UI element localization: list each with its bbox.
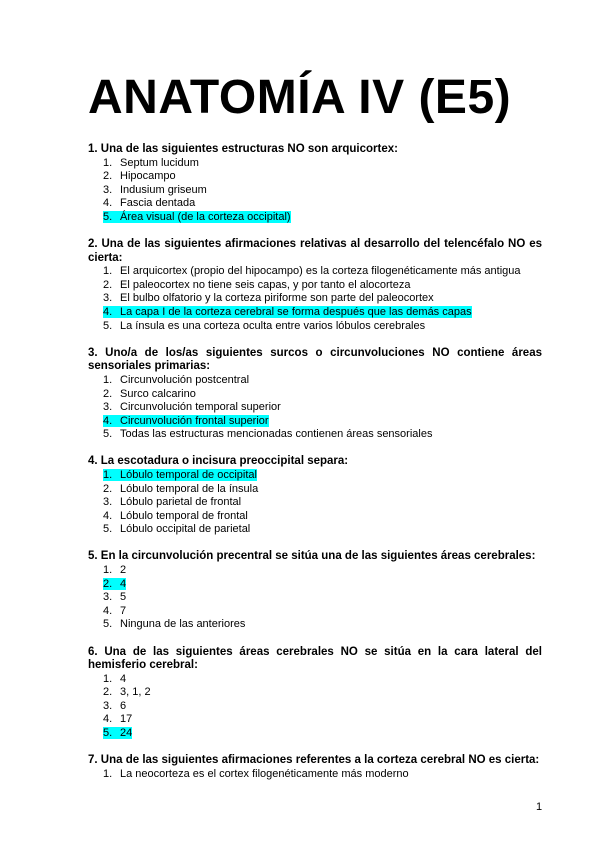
option-text: Hipocampo bbox=[120, 170, 176, 183]
option-item bbox=[88, 401, 542, 415]
option-item bbox=[88, 727, 542, 741]
question-5 bbox=[88, 550, 542, 632]
option-list bbox=[88, 157, 542, 225]
option-text: Circunvolución postcentral bbox=[120, 373, 250, 386]
option-number: 2. bbox=[103, 170, 113, 183]
option-number: 1. bbox=[103, 265, 113, 278]
option-text: Ninguna de las anteriores bbox=[120, 618, 246, 631]
option-content bbox=[103, 673, 126, 685]
option-text: La neocorteza es el cortex filogenéticamente más moderno bbox=[120, 767, 409, 780]
option-content bbox=[103, 523, 250, 535]
option-text: Circunvolución temporal superior bbox=[120, 401, 281, 414]
option-number: 4. bbox=[103, 306, 113, 319]
option-text: El bulbo olfatorio y la corteza piriforme son parte del paleocortex bbox=[120, 292, 434, 305]
option-content bbox=[103, 184, 207, 196]
page-number: 1 bbox=[536, 801, 543, 813]
option-text: Indusium griseum bbox=[120, 183, 207, 196]
option-item bbox=[88, 510, 542, 524]
option-text: Área visual (de la corteza occipital) bbox=[120, 210, 291, 223]
highlighted-answer bbox=[103, 415, 269, 427]
option-content bbox=[103, 713, 132, 725]
option-content bbox=[103, 265, 521, 277]
question-text: 7. Una de las siguientes afirmaciones referentes a la corteza cerebral NO es cierta: bbox=[88, 754, 540, 767]
option-content bbox=[103, 401, 281, 413]
option-text: 6 bbox=[120, 699, 127, 712]
option-number: 5. bbox=[103, 727, 113, 740]
option-item bbox=[88, 605, 542, 619]
option-text: Surco calcarino bbox=[120, 387, 196, 400]
option-content bbox=[103, 170, 176, 182]
option-text: La capa I de la corteza cerebral se forma después que las demás capas bbox=[120, 306, 472, 319]
option-item bbox=[88, 523, 542, 537]
option-number: 2. bbox=[103, 686, 113, 699]
option-number: 2. bbox=[103, 577, 113, 590]
option-number: 1. bbox=[103, 767, 113, 780]
question-3 bbox=[88, 347, 542, 442]
option-number: 2. bbox=[103, 278, 113, 291]
option-content bbox=[103, 768, 409, 780]
option-content bbox=[103, 510, 248, 522]
option-text: 4 bbox=[120, 672, 127, 685]
option-number: 3. bbox=[103, 591, 113, 604]
option-item bbox=[88, 388, 542, 402]
option-number: 3. bbox=[103, 401, 113, 414]
option-item bbox=[88, 374, 542, 388]
option-number: 2. bbox=[103, 482, 113, 495]
question-text: 1. Una de las siguientes estructuras NO son arquicortex: bbox=[88, 143, 398, 155]
option-item bbox=[88, 768, 542, 782]
option-number: 4. bbox=[103, 414, 113, 427]
question-text: 4. La escotadura o incisura preoccipital separa: bbox=[88, 455, 349, 468]
option-content bbox=[103, 483, 258, 495]
option-item bbox=[88, 415, 542, 429]
option-content bbox=[103, 618, 245, 630]
option-number: 3. bbox=[103, 183, 113, 196]
question-1 bbox=[88, 143, 542, 225]
option-content bbox=[103, 686, 151, 698]
option-item bbox=[88, 713, 542, 727]
option-number: 4. bbox=[103, 197, 113, 210]
option-content bbox=[103, 320, 425, 332]
question-2 bbox=[88, 238, 542, 333]
option-number: 4. bbox=[103, 713, 113, 726]
option-item bbox=[88, 591, 542, 605]
option-number: 2. bbox=[103, 387, 113, 400]
option-text: Lóbulo occipital de parietal bbox=[120, 523, 251, 536]
option-content bbox=[103, 292, 434, 304]
option-item bbox=[88, 428, 542, 442]
question-text: 5. En la circunvolución precentral se sitúa una de las siguientes áreas cerebrales: bbox=[88, 550, 536, 563]
option-content bbox=[103, 388, 196, 400]
option-text: El paleocortex no tiene seis capas, y por tanto el alocorteza bbox=[120, 278, 411, 291]
option-number: 4. bbox=[103, 604, 113, 617]
question-text: 2. Una de las siguientes afirmaciones relativas al desarrollo del telencéfalo NO es cierta: bbox=[88, 238, 542, 264]
option-item bbox=[88, 211, 542, 225]
option-number: 3. bbox=[103, 292, 113, 305]
question-list bbox=[88, 143, 542, 795]
option-text: Lóbulo temporal de frontal bbox=[120, 509, 248, 522]
option-text: Lóbulo temporal de occipital bbox=[120, 468, 257, 481]
option-number: 5. bbox=[103, 210, 113, 223]
option-item bbox=[88, 157, 542, 171]
option-list bbox=[88, 673, 542, 741]
option-text: 3, 1, 2 bbox=[120, 686, 151, 699]
option-number: 3. bbox=[103, 496, 113, 509]
option-item bbox=[88, 564, 542, 578]
option-text: Septum lucidum bbox=[120, 156, 199, 169]
highlighted-answer bbox=[103, 727, 132, 739]
option-number: 1. bbox=[103, 373, 113, 386]
option-list bbox=[88, 469, 542, 537]
option-text: Todas las estructuras mencionadas contienen áreas sensoriales bbox=[120, 428, 433, 441]
option-item bbox=[88, 265, 542, 279]
option-text: 2 bbox=[120, 564, 127, 577]
question-text: 3. Uno/a de los/as siguientes surcos o circunvoluciones NO contiene áreas sensoriales primarias: bbox=[88, 346, 542, 373]
option-number: 5. bbox=[103, 523, 113, 536]
option-text: Lóbulo temporal de la ínsula bbox=[120, 482, 259, 495]
option-number: 1. bbox=[103, 156, 113, 169]
option-item bbox=[88, 700, 542, 714]
option-item bbox=[88, 496, 542, 510]
option-list bbox=[88, 564, 542, 632]
option-text: El arquicortex (propio del hipocampo) es la corteza filogenéticamente más antigua bbox=[120, 265, 521, 278]
question-6 bbox=[88, 646, 542, 741]
option-item bbox=[88, 483, 542, 497]
option-content bbox=[103, 591, 126, 603]
highlighted-answer bbox=[103, 469, 257, 481]
option-number: 1. bbox=[103, 468, 113, 481]
option-content bbox=[103, 496, 241, 508]
option-number: 5. bbox=[103, 319, 113, 332]
option-text: 24 bbox=[120, 727, 133, 740]
option-item bbox=[88, 320, 542, 334]
option-list bbox=[88, 265, 542, 333]
option-item bbox=[88, 469, 542, 483]
option-content bbox=[103, 197, 195, 209]
option-number: 4. bbox=[103, 509, 113, 522]
option-item bbox=[88, 170, 542, 184]
option-content bbox=[103, 374, 249, 386]
question-text: 6. Una de las siguientes áreas cerebrales NO se sitúa en la cara lateral del hemisferio cerebral: bbox=[88, 645, 542, 672]
question-4 bbox=[88, 455, 542, 537]
option-content bbox=[103, 564, 126, 576]
option-item bbox=[88, 686, 542, 700]
option-content bbox=[103, 428, 432, 440]
option-number: 5. bbox=[103, 618, 113, 631]
option-number: 3. bbox=[103, 699, 113, 712]
option-text: Lóbulo parietal de frontal bbox=[120, 496, 242, 509]
highlighted-answer bbox=[103, 211, 291, 223]
option-item bbox=[88, 578, 542, 592]
option-text: 4 bbox=[120, 577, 127, 590]
option-text: Circunvolución frontal superior bbox=[120, 414, 269, 427]
option-text: 7 bbox=[120, 604, 127, 617]
highlighted-answer bbox=[103, 578, 126, 590]
option-item bbox=[88, 306, 542, 320]
option-number: 5. bbox=[103, 428, 113, 441]
option-item bbox=[88, 197, 542, 211]
page-title: ANATOMÍA IV (E5) bbox=[88, 71, 512, 124]
highlighted-answer bbox=[103, 306, 472, 318]
option-list bbox=[88, 768, 542, 782]
option-text: La ínsula es una corteza oculta entre varios lóbulos cerebrales bbox=[120, 319, 426, 332]
option-number: 1. bbox=[103, 564, 113, 577]
option-content bbox=[103, 279, 410, 291]
option-content bbox=[103, 157, 199, 169]
option-text: Fascia dentada bbox=[120, 197, 196, 210]
question-7 bbox=[88, 754, 542, 781]
option-item bbox=[88, 618, 542, 632]
option-text: 5 bbox=[120, 591, 127, 604]
option-number: 1. bbox=[103, 672, 113, 685]
option-item bbox=[88, 673, 542, 687]
option-content bbox=[103, 605, 126, 617]
option-content bbox=[103, 700, 126, 712]
option-item bbox=[88, 279, 542, 293]
option-list bbox=[88, 374, 542, 442]
option-item bbox=[88, 292, 542, 306]
option-item bbox=[88, 184, 542, 198]
option-text: 17 bbox=[120, 713, 133, 726]
